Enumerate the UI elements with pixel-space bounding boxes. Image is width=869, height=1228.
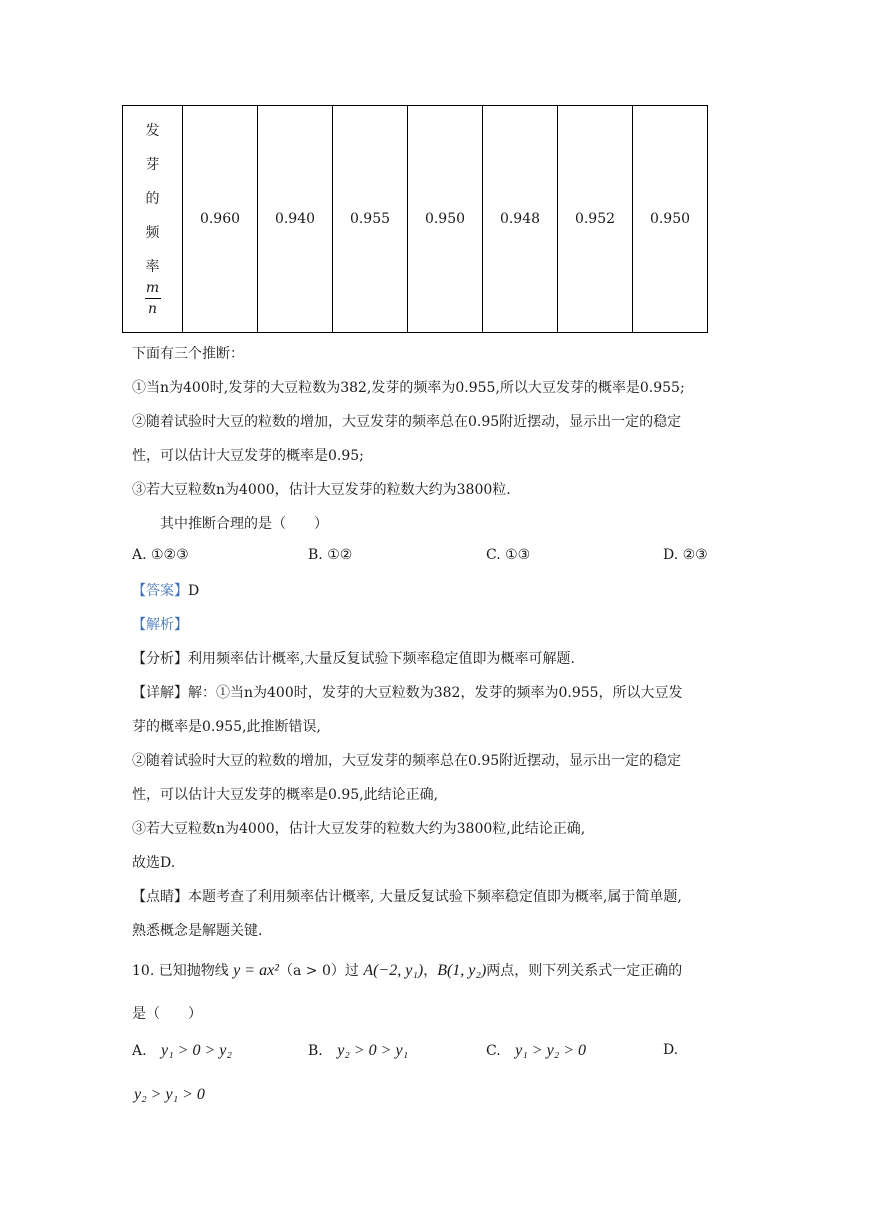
xiangjie-line3: ②随着试验时大豆的粒数的增加，大豆发芽的频率总在0.95附近摆动，显示出一定的稳定 <box>132 753 682 769</box>
q10-option-b <box>308 1042 408 1060</box>
xiangjie-line5: ③若大豆粒数n为4000，估计大豆发芽的粒数大约为3800粒,此结论正确, <box>132 821 586 837</box>
header-char: 发 <box>145 122 160 139</box>
question-stem: 其中推断合理的是（ ） <box>160 516 328 532</box>
table-cell: 0.948 <box>483 106 558 333</box>
intro-text: 下面有三个推断： <box>132 346 244 362</box>
xiangjie-line6: 故选D. <box>132 855 176 871</box>
header-char: 率 <box>145 258 160 275</box>
q10-point-a: A(−2, y₁) <box>363 962 424 979</box>
fraction-m-over-n <box>123 280 182 317</box>
q10-option-d-expr: y₂ > y₁ > 0 <box>134 1086 205 1103</box>
dianjing-line1 <box>132 886 682 906</box>
xiangjie-line1 <box>132 682 683 702</box>
fenxi-text: 利用频率估计概率,大量反复试验下频率稳定值即为概率可解题. <box>188 651 575 667</box>
q10-condition: （a > 0） <box>278 963 345 979</box>
answer-value: D <box>188 583 200 599</box>
fraction-numerator: m <box>145 279 160 296</box>
q10-point-b: B(1, y₂) <box>437 962 487 979</box>
option-a: A. ①②③ <box>132 547 189 563</box>
row-header-cell <box>123 106 183 333</box>
frequency-table <box>122 105 708 333</box>
fraction-denominator: n <box>147 300 158 317</box>
xiangjie-line2: 芽的概率是0.955,此推断错误, <box>132 719 321 735</box>
question-10-line2: 是（ ） <box>132 1006 202 1022</box>
inference-2-line1: ②随着试验时大豆的粒数的增加，大豆发芽的频率总在0.95附近摆动，显示出一定的稳定 <box>132 414 682 430</box>
q10-option-a-expr: y₁ > 0 > y₂ <box>161 1042 232 1059</box>
option-b: B. ①② <box>308 547 353 563</box>
q10-option-d-label: D. <box>663 1042 679 1058</box>
fenxi-line <box>132 648 575 668</box>
inference-2-line2: 性，可以估计大豆发芽的概率是0.95; <box>132 448 364 464</box>
table-cell: 0.950 <box>408 106 483 333</box>
dianjing-text: 本题考查了利用频率估计概率, 大量反复试验下频率稳定值即为概率,属于简单题, <box>188 889 682 905</box>
table-cell: 0.950 <box>633 106 708 333</box>
header-char: 的 <box>145 190 160 207</box>
q10-option-c-expr: y₁ > y₂ > 0 <box>515 1042 587 1059</box>
q10-option-a-label: A. <box>132 1043 147 1059</box>
q10-equation: y = ax² <box>233 962 279 979</box>
table-cell: 0.960 <box>183 106 258 333</box>
table-row <box>123 106 708 333</box>
jiexi-tag: 【解析】 <box>132 617 188 633</box>
q10-separator: ， <box>423 963 438 979</box>
option-c: C. ①③ <box>486 547 531 563</box>
jiexi-line <box>132 614 188 634</box>
inference-1: ①当n为400时,发芽的大豆粒数为382,发芽的频率为0.955,所以大豆发芽的概率是0.955; <box>132 380 685 396</box>
inference-3: ③若大豆粒数n为4000，估计大豆发芽的粒数大约为3800粒. <box>132 482 511 498</box>
fenxi-tag: 【分析】 <box>132 651 188 667</box>
q10-rest: 两点，则下列关系式一定正确的 <box>486 963 683 979</box>
table-cell: 0.940 <box>258 106 333 333</box>
q10-option-b-label: B. <box>308 1043 323 1059</box>
q10-number: 10. 已知抛物线 <box>132 963 229 979</box>
option-d: D. ②③ <box>663 547 708 563</box>
answer-line <box>132 580 199 600</box>
header-char: 芽 <box>145 156 160 173</box>
q10-option-c <box>486 1042 586 1060</box>
q10-option-a <box>132 1042 232 1060</box>
xiangjie-tag: 【详解】 <box>132 685 188 701</box>
table-cell: 0.955 <box>333 106 408 333</box>
answer-tag: 【答案】 <box>132 583 188 599</box>
xiangjie-text: 解：①当n为400时，发芽的大豆粒数为382，发芽的频率为0.955，所以大豆发 <box>188 685 683 701</box>
q10-option-b-expr: y₂ > 0 > y₁ <box>337 1042 409 1059</box>
q10-option-d <box>663 1042 678 1058</box>
q10-option-d-expr-line <box>134 1086 205 1104</box>
xiangjie-line4: 性，可以估计大豆发芽的概率是0.95,此结论正确, <box>132 787 439 803</box>
table-cell: 0.952 <box>558 106 633 333</box>
q10-option-c-label: C. <box>486 1043 501 1059</box>
question-10-line1 <box>132 960 682 980</box>
q10-pass: 过 <box>344 963 359 979</box>
header-char: 频 <box>145 224 160 241</box>
dianjing-line2: 熟悉概念是解题关键. <box>132 923 263 939</box>
dianjing-tag: 【点睛】 <box>132 889 188 905</box>
